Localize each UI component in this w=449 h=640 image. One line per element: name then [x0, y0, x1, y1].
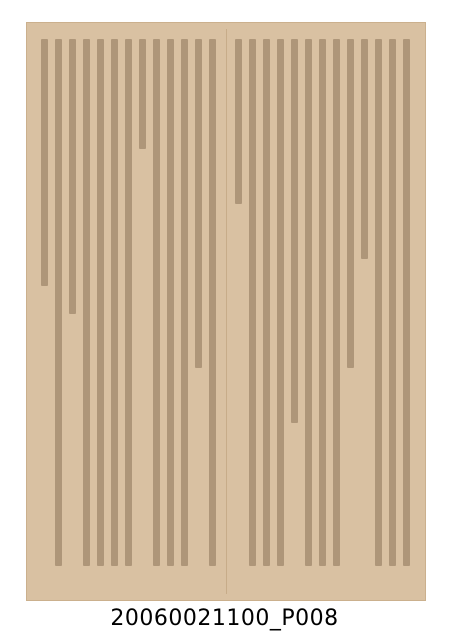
scanned-page	[26, 22, 426, 601]
text-column-placeholder	[111, 39, 118, 566]
text-column	[164, 37, 177, 586]
text-column-placeholder	[347, 39, 354, 368]
text-column-placeholder	[333, 39, 340, 566]
text-column	[80, 37, 93, 586]
text-column	[178, 37, 191, 586]
text-column-placeholder	[291, 39, 298, 423]
text-column	[122, 37, 135, 586]
text-column-placeholder	[361, 39, 368, 259]
text-column-placeholder	[153, 39, 160, 566]
text-column-placeholder	[195, 39, 202, 368]
text-column	[108, 37, 121, 586]
text-column	[330, 37, 343, 586]
text-column-placeholder	[403, 39, 410, 566]
text-column	[52, 37, 65, 586]
text-column	[192, 37, 205, 586]
text-column-placeholder	[167, 39, 174, 566]
text-column	[246, 37, 259, 586]
text-column	[260, 37, 273, 586]
page-caption: 20060021100_P008	[110, 606, 339, 631]
text-column	[288, 37, 301, 586]
text-column-placeholder	[389, 39, 396, 566]
text-column-placeholder	[97, 39, 104, 566]
text-column-placeholder	[83, 39, 90, 566]
text-column-placeholder	[235, 39, 242, 204]
text-column-placeholder	[249, 39, 256, 566]
page-fold	[226, 29, 227, 594]
text-column	[316, 37, 329, 586]
text-column	[344, 37, 357, 586]
text-block-left	[39, 37, 219, 586]
text-column	[150, 37, 163, 586]
text-column-placeholder	[69, 39, 76, 314]
text-column	[94, 37, 107, 586]
text-column-placeholder	[125, 39, 132, 566]
text-column-placeholder	[263, 39, 270, 566]
text-column-placeholder	[181, 39, 188, 566]
text-column	[386, 37, 399, 586]
text-column	[66, 37, 79, 586]
text-block-right	[233, 37, 413, 586]
text-column	[302, 37, 315, 586]
text-column	[206, 37, 219, 586]
text-column	[136, 37, 149, 586]
text-column	[38, 37, 51, 586]
text-column-placeholder	[375, 39, 382, 566]
text-column-placeholder	[41, 39, 48, 286]
text-column-placeholder	[139, 39, 146, 149]
text-column	[232, 37, 245, 586]
text-column-placeholder	[277, 39, 284, 566]
text-column	[358, 37, 371, 586]
text-column	[400, 37, 413, 586]
text-column-placeholder	[209, 39, 216, 566]
text-column-placeholder	[55, 39, 62, 566]
text-column-placeholder	[305, 39, 312, 566]
text-column	[372, 37, 385, 586]
text-column-placeholder	[319, 39, 326, 566]
text-column	[274, 37, 287, 586]
